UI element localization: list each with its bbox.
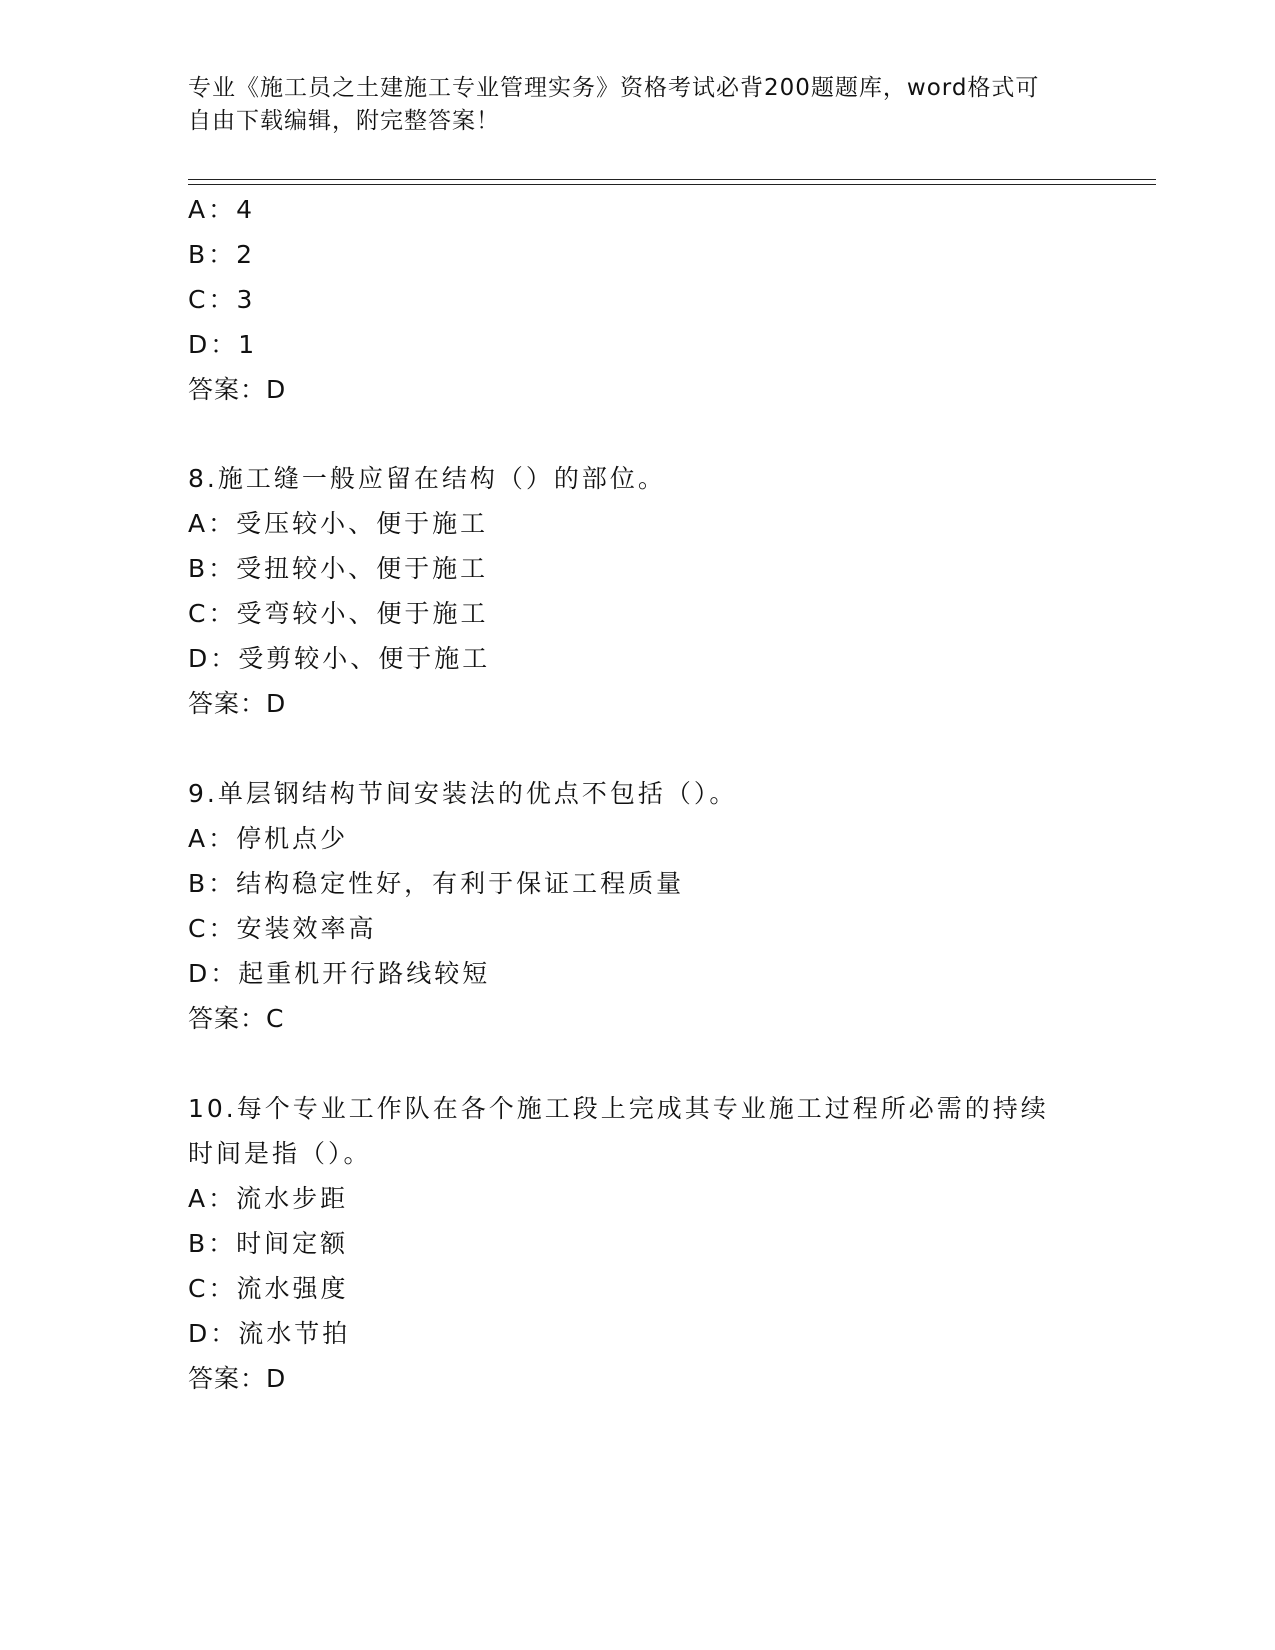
q10-option-a: A：流水步距 [188,1184,349,1213]
document-header [188,72,1088,138]
q10-option-d: D：流水节拍 [188,1319,351,1348]
header-divider-top [188,179,1156,180]
q7-answer: 答案：D [188,375,287,404]
q8-answer: 答案：D [188,689,287,718]
q8-option-d: D：受剪较小、便于施工 [188,644,491,673]
q9-option-d: D：起重机开行路线较短 [188,959,491,988]
q10-option-b: B：时间定额 [188,1229,349,1258]
q9-option-c: C：安装效率高 [188,914,377,943]
q8-option-a: A：受压较小、便于施工 [188,509,489,538]
q9-question: 9.单层钢结构节间安装法的优点不包括（）。 [188,779,738,808]
q7-option-c: C：3 [188,285,256,314]
q9-option-a: A：停机点少 [188,824,349,853]
q8-option-c: C：受弯较小、便于施工 [188,599,489,628]
q10-answer: 答案：D [188,1364,287,1393]
header-line-1: 专业《施工员之土建施工专业管理实务》资格考试必背200题题库，word格式可 [188,75,1040,101]
q10-question-line-1: 10.每个专业工作队在各个施工段上完成其专业施工过程所必需的持续 [188,1094,1049,1123]
q8-option-b: B：受扭较小、便于施工 [188,554,489,583]
q7-option-b: B：2 [188,240,256,269]
header-line-2: 自由下载编辑，附完整答案！ [188,108,500,134]
q10-option-c: C：流水强度 [188,1274,349,1303]
q10-question-line-2: 时间是指（）。 [188,1139,372,1168]
q7-option-a: A：4 [188,195,256,224]
q8-question: 8.施工缝一般应留在结构（）的部位。 [188,464,666,493]
q9-option-b: B：结构稳定性好，有利于保证工程质量 [188,869,685,898]
header-divider-bottom [188,184,1156,185]
q9-answer: 答案：C [188,1004,285,1033]
q7-option-d: D：1 [188,330,258,359]
